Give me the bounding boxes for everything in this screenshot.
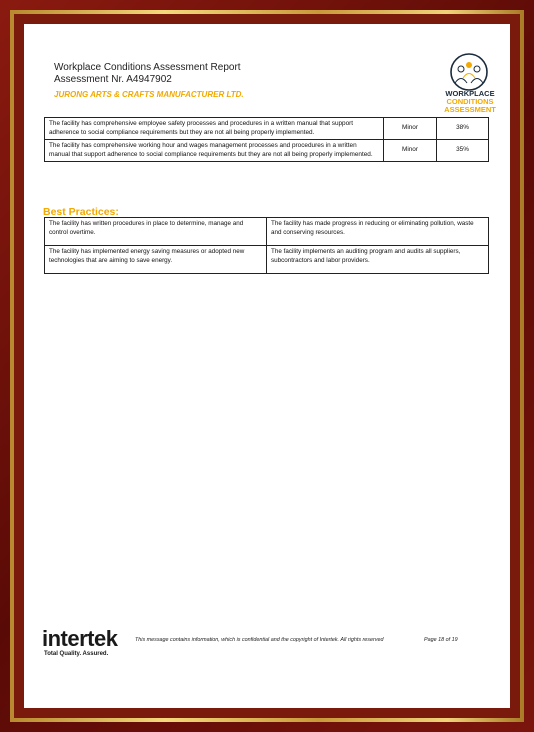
logo-line-3: ASSESSMENT: [444, 105, 496, 114]
logo-line-2: CONDITIONS: [446, 97, 494, 106]
report-title: Workplace Conditions Assessment Report: [54, 62, 241, 73]
table-row: [45, 218, 489, 246]
confidentiality-notice: This message contains information, which is confidential and the copyright of Intertek. All rights reserved: [135, 637, 384, 643]
assessment-number: Assessment Nr. A4947902: [54, 74, 172, 85]
finding-text: The facility has comprehensive employee safety processes and procedures in a written manual that support adherence to social compliance requirements but they are not all being properly implemented.: [45, 118, 384, 140]
best-practice-cell: The facility has written procedures in place to determine, manage and control overtime.: [45, 218, 267, 246]
page-number: Page 18 of 19: [424, 637, 458, 643]
finding-percent: 38%: [437, 118, 489, 140]
finding-level: Minor: [384, 140, 437, 162]
intertek-logo: intertek: [42, 626, 118, 651]
logo-wordmark: [434, 90, 506, 114]
best-practice-cell: The facility has implemented energy saving measures or adopted new technologies that are aiming to save energy.: [45, 246, 267, 274]
table-row: [45, 140, 489, 162]
logo-line-1: WORKPLACE: [445, 89, 495, 98]
best-practices-heading: Best Practices:: [43, 206, 119, 218]
finding-text: The facility has comprehensive working hour and wages management processes and procedures in a written manual that support adherence to social compliance requirements but they are not all being properly implemented.: [45, 140, 384, 162]
best-practice-cell: The facility has made progress in reducing or eliminating pollution, waste and conserving resources.: [267, 218, 489, 246]
company-name: JURONG ARTS & CRAFTS MANUFACTURER LTD.: [54, 90, 244, 99]
finding-level: Minor: [384, 118, 437, 140]
table-row: [45, 118, 489, 140]
finding-percent: 35%: [437, 140, 489, 162]
findings-table: [44, 117, 489, 162]
best-practices-table: [44, 217, 489, 274]
document-page: [24, 24, 510, 708]
intertek-tagline: Total Quality. Assured.: [44, 651, 109, 657]
table-row: [45, 246, 489, 274]
best-practice-cell: The facility implements an auditing program and audits all suppliers, subcontractors and labor providers.: [267, 246, 489, 274]
